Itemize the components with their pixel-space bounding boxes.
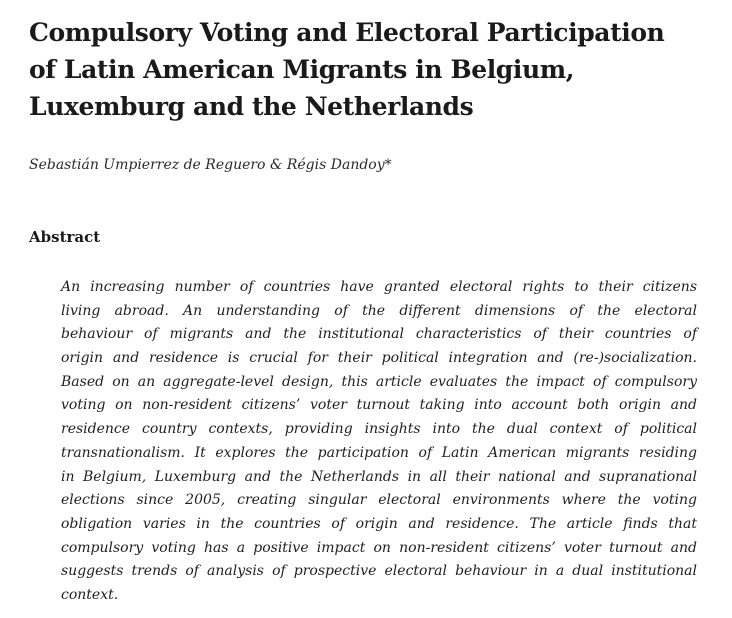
abstract-heading: Abstract [29,228,101,246]
abstract-line: An increasing number of countries have granted electoral rights to their citizens [61,279,697,295]
article-title [29,14,709,125]
abstract-line: suggests trends of analysis of prospective electoral behaviour in a dual institutional [61,563,697,580]
title-line: of Latin American Migrants in Belgium, [29,55,575,84]
abstract-line: obligation varies in the countries of origin and residence. The article finds that [61,515,697,532]
abstract-text [61,276,697,608]
abstract-line: transnationalism. It explores the participation of Latin American migrants residing [61,444,697,461]
abstract-line: living abroad. An understanding of the different dimensions of the electoral [61,302,697,319]
abstract-line: elections since 2005, creating singular electoral environments where the voting [61,492,697,509]
abstract-line: compulsory voting has a positive impact on non-resident citizens’ voter turnout and [61,539,697,556]
author-byline: Sebastián Umpierrez de Reguero & Régis Dandoy* [29,157,392,173]
abstract-line: origin and residence is crucial for their political integration and (re-)socialization. [61,350,697,367]
abstract-line: residence country contexts, providing insights into the dual context of political [61,421,697,438]
abstract-line: in Belgium, Luxemburg and the Netherlands in all their national and supranational [61,468,697,485]
abstract-line: voting on non-resident citizens’ voter turnout taking into account both origin and [61,397,697,414]
abstract-line: behaviour of migrants and the institutional characteristics of their countries of [61,326,697,343]
title-line: Luxemburg and the Netherlands [29,92,474,121]
abstract-line: Based on an aggregate-level design, this article evaluates the impact of compulsory [61,373,697,390]
abstract-line: context. [61,586,119,603]
title-line: Compulsory Voting and Electoral Participation [29,18,665,47]
